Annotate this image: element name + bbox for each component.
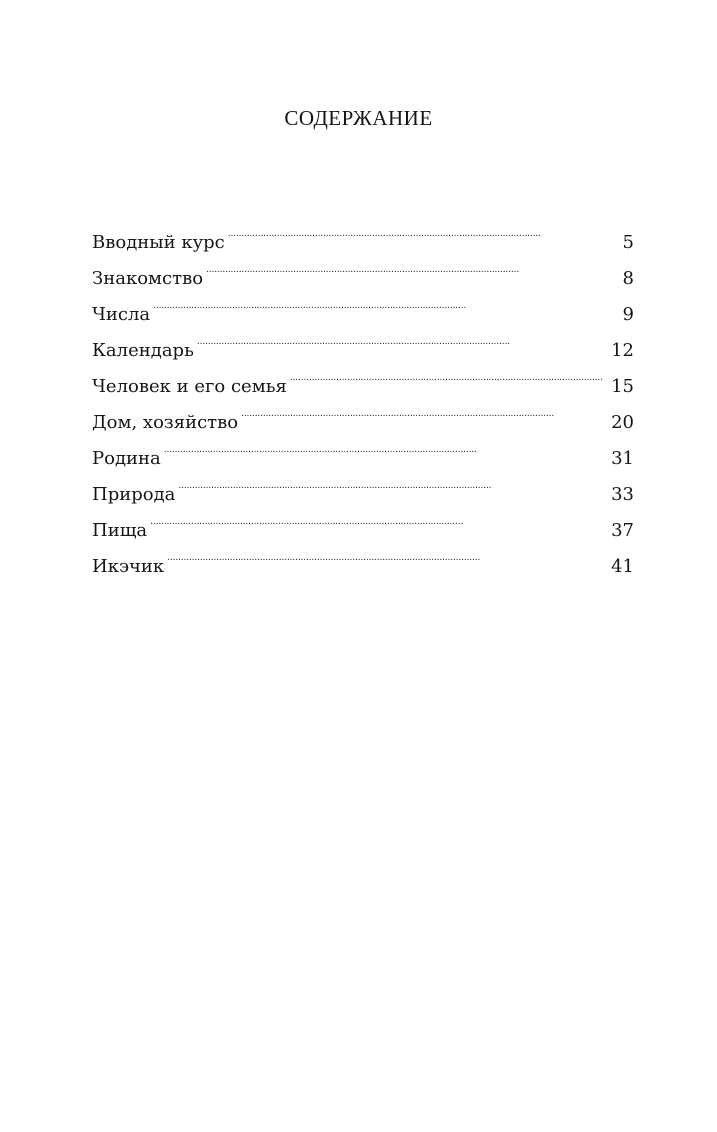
toc-entry-page: 5 [622,232,634,253]
toc-entry [92,212,634,253]
toc-entry [92,500,634,541]
toc-entry [92,284,634,325]
toc-entry-label: Вводный курс [92,232,225,253]
toc-entry [92,536,634,577]
toc-entry-page: 41 [611,556,634,577]
toc-leader-dots [241,392,608,428]
toc-entry-label: Родина [92,448,161,469]
toc-entry-label: Числа [92,304,151,325]
toc-leader-dots [290,356,608,392]
toc-entry-label: Икэчик [92,556,165,577]
toc-leader-dots [167,536,608,572]
table-of-contents [92,212,634,577]
toc-leader-dots [206,248,620,284]
toc-entry-page: 37 [611,520,634,541]
toc-entry-label: Знакомство [92,268,204,289]
toc-entry-label: Природа [92,484,176,505]
toc-entry-label: Пища [92,520,148,541]
toc-entry [92,464,634,505]
toc-leader-dots [150,500,608,536]
toc-entry-page: 8 [622,268,634,289]
toc-leader-dots [164,428,608,464]
toc-leader-dots [228,212,620,248]
toc-entry-page: 33 [611,484,634,505]
toc-entry-page: 9 [622,304,634,325]
toc-entry [92,320,634,361]
toc-leader-dots [178,464,608,500]
page-title: СОДЕРЖАНИЕ [284,106,433,130]
toc-entry-label: Дом, хозяйство [92,412,239,433]
toc-entry [92,428,634,469]
toc-entry-page: 31 [611,448,634,469]
toc-entry-page: 12 [611,340,634,361]
toc-leader-dots [197,320,608,356]
toc-leader-dots [153,284,619,320]
toc-entry-page: 20 [611,412,634,433]
toc-entry-label: Человек и его семья [92,376,287,397]
toc-entry-page: 15 [611,376,634,397]
toc-entry-label: Календарь [92,340,194,361]
